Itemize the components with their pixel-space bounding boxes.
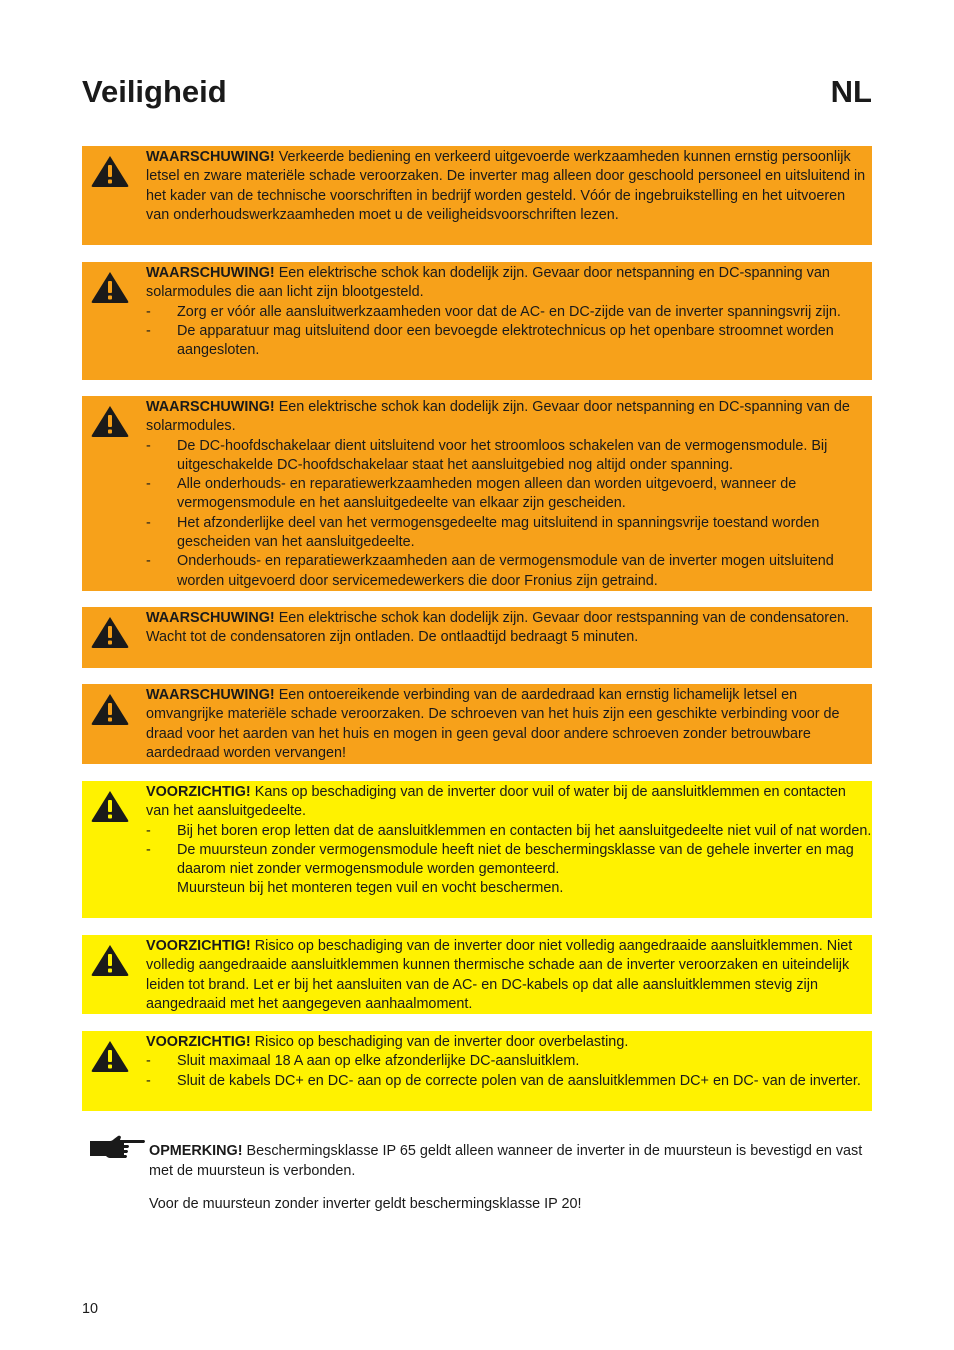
notice-body: Een elektrische schok kan dodelijk zijn. Gevaar door netspanning en DC-spanning van de solarmodules.	[146, 399, 850, 435]
warning-triangle-icon	[90, 270, 130, 304]
notice-lead: VOORZICHTIG!	[146, 784, 251, 800]
warning-triangle-icon	[90, 615, 130, 649]
list-item: - Zorg er vóór alle aansluitwerkzaamheden voor dat de AC- en DC-zijde van de inverter spanningsvrij zijn.	[146, 303, 841, 320]
notice-list	[146, 437, 872, 591]
notice-body: Een ontoereikende verbinding van de aardedraad kan ernstig lichamelijk letsel en omvangrijke materiële schade veroorzaken. De schroeven van het huis zijn een geschikte verbinding voor de draad voor het aarden van het huis en mogen in geen geval door andere schroeven zonder betrouwbare aardedraad worden vervangen!	[146, 687, 840, 761]
notice-body: Risico op beschadiging van de inverter door overbelasting.	[254, 1034, 629, 1050]
page-title: Veiligheid	[82, 74, 227, 109]
notice-text	[146, 398, 872, 437]
notice-lead: VOORZICHTIG!	[146, 938, 251, 954]
notice-lead: WAARSCHUWING!	[146, 399, 275, 415]
list-item: - De muursteun zonder vermogensmodule heeft niet de beschermingsklasse van de gehele inverter en mag daarom niet zonder vermogensmodule worden gemonteerd. Muursteun bij het monteren tegen vuil en vocht beschermen.	[146, 841, 854, 897]
notice-text	[146, 783, 872, 822]
notice-list	[146, 303, 872, 361]
notice-body: Een elektrische schok kan dodelijk zijn. Gevaar door restspanning van de condensatoren.	[278, 610, 850, 626]
note-notice	[82, 1128, 872, 1215]
caution-notice	[82, 781, 872, 918]
warning-triangle-icon	[90, 1039, 130, 1073]
notice-extra: Wacht tot de condensatoren zijn ontladen. De ontlaadtijd bedraagt 5 minuten.	[146, 629, 639, 646]
note-text	[149, 1142, 872, 1181]
caution-notice	[82, 1031, 872, 1111]
list-item: - Sluit de kabels DC+ en DC- aan op de correcte polen van de aansluitklemmen DC+ en DC- van de inverter.	[146, 1072, 861, 1089]
warning-notice	[82, 146, 872, 245]
notice-body: Verkeerde bediening en verkeerd uitgevoerde werkzaamheden kunnen ernstig persoonlijk letsel en zware materiële schade veroorzaken. De inverter mag alleen door geschoold personeel en uitsluitend in het kader van de technische voorschriften in bedrijf worden gesteld. Vóór de ingebruikstelling en het uitvoeren van onderhoudswerkzaamheden moet u de veiligheidsvoorschriften lezen.	[146, 149, 866, 223]
list-item: - Sluit maximaal 18 A aan op elke afzonderlijke DC-aansluitklem.	[146, 1053, 580, 1070]
page-number: 10	[82, 1301, 99, 1317]
warning-notice	[82, 607, 872, 668]
warning-triangle-icon	[90, 404, 130, 438]
warning-triangle-icon	[90, 789, 130, 823]
list-item: - Het afzonderlijke deel van het vermogensgedeelte mag uitsluitend in spanningsvrije toestand worden gescheiden van het aansluitgedeelte.	[146, 514, 820, 551]
list-item: - De DC-hoofdschakelaar dient uitsluitend voor het stroomloos schakelen van de vermogensmodule. Bij uitgeschakelde DC-hoofdschakelaar staat het aansluitgebied nog altijd onder spanning.	[146, 437, 828, 473]
notice-text	[146, 686, 872, 763]
notice-body: Risico op beschadiging van de inverter door niet volledig aangedraaide aansluitklemmen. Niet volledig aangedraaide aansluitklemmen kunnen thermische schade aan de inverter veroorzaken en uiteindelijk leiden tot brand. Let er bij het aansluiten van de AC- en DC-kabels op dat alle aansluitklemmen stevig zijn aangedraaid met het aangegeven aanhaalmoment.	[146, 938, 853, 1012]
list-item: - Alle onderhouds- en reparatiewerkzaamheden mogen alleen dan worden uitgevoerd, wanneer de vermogensmodule en het aansluitgedeelte van elkaar zijn gescheiden.	[146, 476, 797, 512]
notice-lead: WAARSCHUWING!	[146, 610, 275, 626]
warning-triangle-icon	[90, 943, 130, 977]
warning-triangle-icon	[90, 154, 130, 188]
caution-notice	[82, 935, 872, 1014]
note-lead: OPMERKING!	[149, 1143, 243, 1160]
notice-text	[146, 264, 872, 303]
list-item: - De apparatuur mag uitsluitend door een bevoegde elektrotechnicus op het openbare stroomnet worden aangesloten.	[146, 322, 834, 359]
notice-lead: WAARSCHUWING!	[146, 687, 275, 703]
notice-text	[146, 609, 872, 628]
notice-text	[146, 148, 872, 225]
list-item: - Bij het boren erop letten dat de aansluitklemmen en contacten bij het aansluitgedeelte niet vuil of nat worden.	[146, 822, 872, 839]
warning-notice	[82, 262, 872, 380]
warning-notice	[82, 396, 872, 591]
notice-body: Kans op beschadiging van de inverter door vuil of water bij de aansluitklemmen en contacten van het aansluitgedeelte.	[146, 784, 846, 820]
notice-lead: WAARSCHUWING!	[146, 265, 275, 281]
notice-body: Een elektrische schok kan dodelijk zijn. Gevaar door netspanning en DC-spanning van solarmodules die aan licht zijn blootgesteld.	[146, 265, 830, 301]
notice-list	[146, 1052, 872, 1091]
notice-text	[146, 937, 872, 1014]
warning-triangle-icon	[90, 692, 130, 726]
notice-lead: WAARSCHUWING!	[146, 149, 275, 165]
note-body: Beschermingsklasse IP 65 geldt alleen wanneer de inverter in de muursteun is bevestigd en vast met de muursteun is verbonden.	[149, 1143, 863, 1179]
language-code: NL	[830, 74, 872, 109]
note-extra: Voor de muursteun zonder inverter geldt beschermingsklasse IP 20!	[149, 1196, 582, 1213]
notice-text	[146, 1033, 872, 1052]
warning-notice	[82, 684, 872, 764]
pointing-hand-icon	[88, 1133, 146, 1163]
list-item: - Onderhouds- en reparatiewerkzaamheden aan de vermogensmodule van de inverter mogen uitsluitend worden uitgevoerd door servicemedewerkers die door Fronius zijn getraind.	[146, 553, 834, 589]
notice-lead: VOORZICHTIG!	[146, 1034, 251, 1050]
notice-list	[146, 822, 872, 899]
